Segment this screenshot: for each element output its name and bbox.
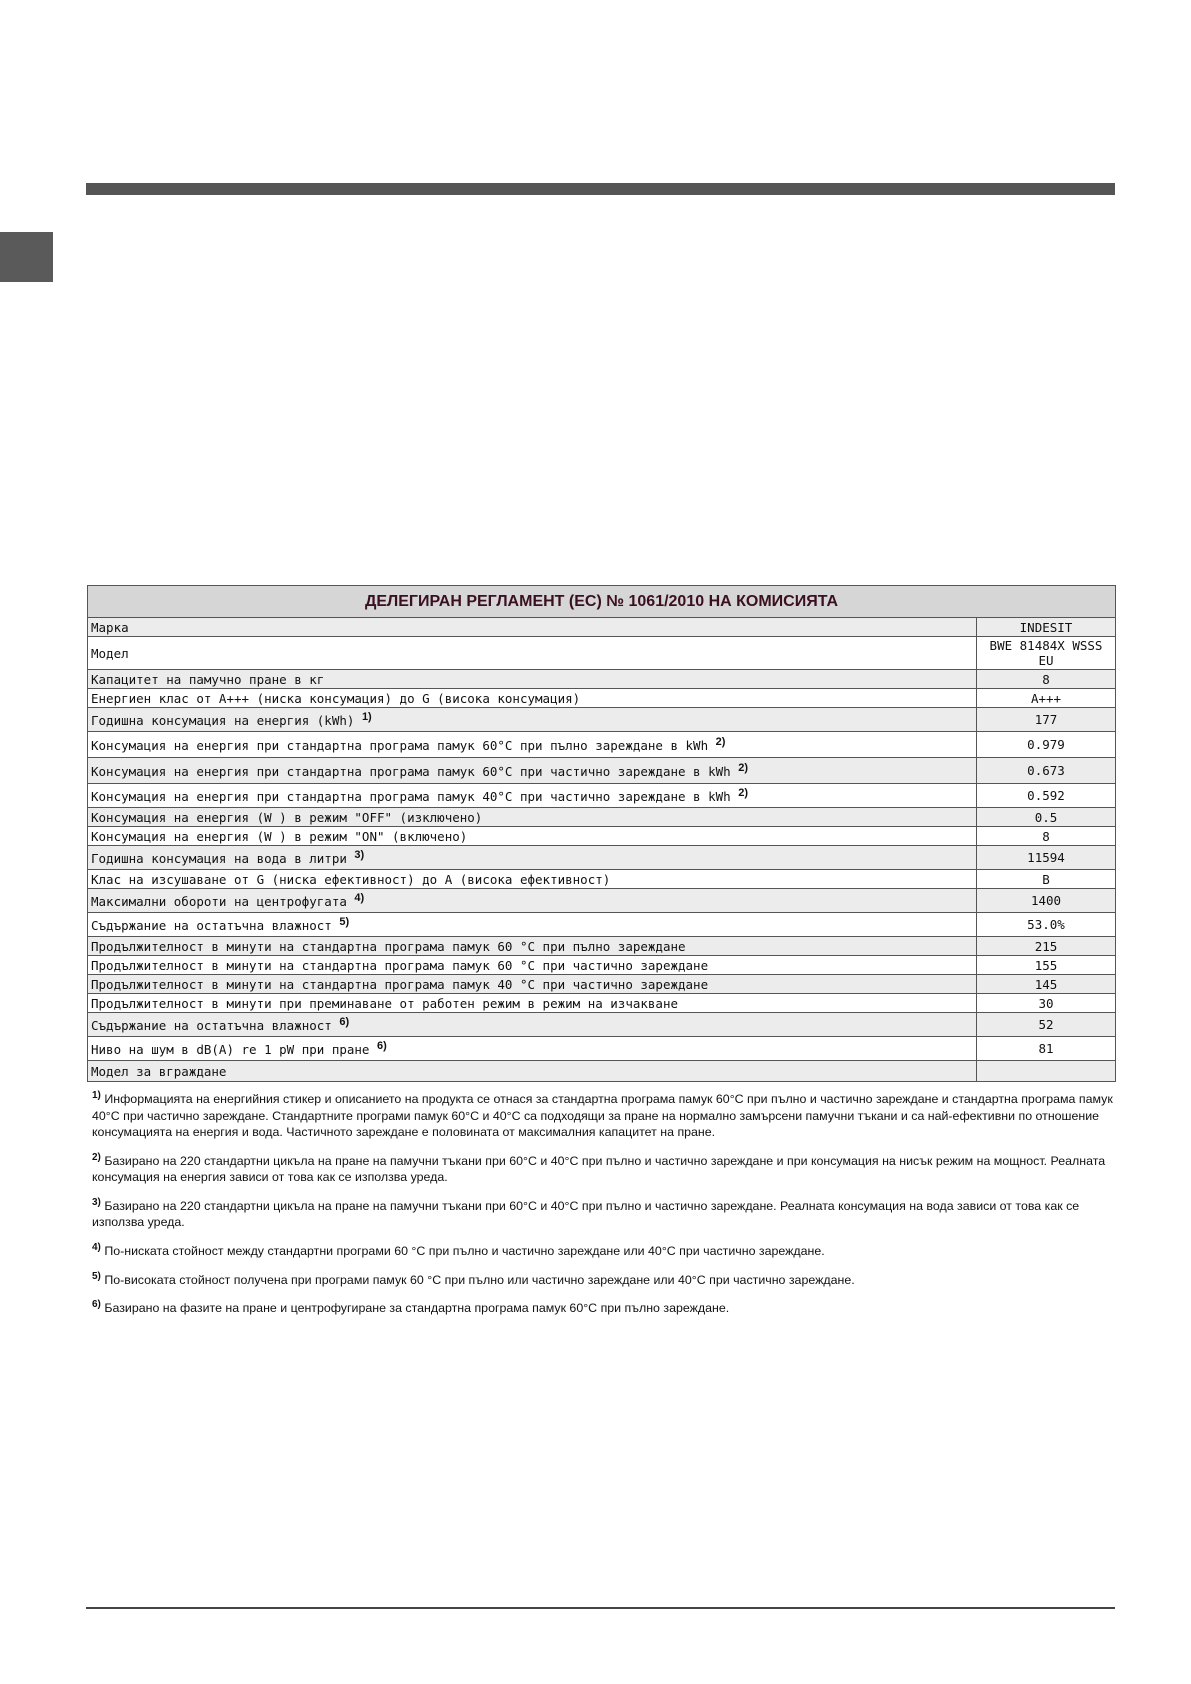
row-label: Марка: [91, 619, 129, 635]
table-row: [88, 637, 1116, 670]
table-row: [88, 618, 1116, 637]
row-value: 0.673: [977, 758, 1116, 784]
footer-rule: [86, 1607, 1115, 1609]
footnote-text: По-ниската стойност между стандартни програми 60 °С при пълно и частично зареждане или 40°С при частично зареждане.: [104, 1244, 825, 1258]
footnotes: [92, 1088, 1114, 1317]
row-value: 52: [977, 1013, 1116, 1037]
footnote-mark: 3): [92, 1196, 101, 1208]
row-label: Консумация на енергия при стандартна програма памук 40°C при частично зареждане в kWh: [91, 789, 731, 805]
row-value: 8: [977, 670, 1116, 689]
section-tab-marker: [0, 232, 53, 282]
row-value: 11594: [977, 846, 1116, 870]
row-value: 0.592: [977, 784, 1116, 808]
row-value: A+++: [977, 689, 1116, 708]
footnote-ref: 2): [738, 787, 748, 800]
row-value: [977, 1061, 1116, 1082]
row-label: Годишна консумация на енергия (kWh): [91, 713, 355, 729]
row-label: Модел за вграждане: [91, 1063, 227, 1079]
row-label: Консумация на енергия при стандартна програма памук 60°C при пълно зареждане в kWh: [91, 738, 709, 754]
footnote-text: Базирано на фазите на пране и центрофугиране за стандартна програма памук 60°С при пълно зареждане.: [104, 1301, 730, 1316]
footnote-ref: 4): [354, 892, 365, 905]
table-row: [88, 808, 1116, 827]
row-value: 177: [977, 708, 1116, 732]
footnote-mark: 1): [92, 1090, 101, 1101]
table-row: [88, 758, 1116, 784]
row-label: Модел: [91, 645, 129, 661]
row-label: Годишна консумация на вода в литри: [91, 851, 347, 867]
footnote-ref: 2): [715, 736, 726, 749]
row-value: 81: [977, 1037, 1116, 1061]
footnote-ref: 1): [361, 711, 372, 724]
row-label: Продължителност в минути на стандартна програма памук 60 °C при частично зареждане: [91, 957, 709, 973]
table-row: [88, 784, 1116, 808]
row-value: B: [977, 870, 1116, 889]
footnote-ref: 5): [339, 916, 350, 929]
table-row: [88, 689, 1116, 708]
footnote-ref: 6): [376, 1040, 387, 1053]
footnote-ref: 2): [738, 762, 748, 775]
row-label: Консумация на енергия (W ) в режим "OFF" (изключено): [91, 809, 483, 825]
table-row: [88, 975, 1116, 994]
table-row: [88, 827, 1116, 846]
row-value: 145: [977, 975, 1116, 994]
table-row: [88, 937, 1116, 956]
footnote-mark: 6): [92, 1299, 101, 1311]
table-row: [88, 670, 1116, 689]
row-value: 53.0%: [977, 913, 1116, 937]
row-label: Максимални обороти на центрофугата: [91, 894, 347, 910]
table-row: [88, 1061, 1116, 1082]
table-title: ДЕЛЕГИРАН РЕГЛАМЕНТ (ЕС) № 1061/2010 НА КОМИСИЯТА: [88, 586, 1116, 618]
row-label: Съдържание на остатъчна влажност: [91, 1018, 332, 1034]
row-label: Ниво на шум в dB(A) re 1 pW при пране: [91, 1042, 370, 1058]
footnote-6: [92, 1297, 1114, 1317]
row-value: 0.979: [977, 732, 1116, 758]
footnote-mark: 4): [92, 1241, 101, 1253]
row-value: INDESIT: [977, 618, 1116, 637]
row-label: Консумация на енергия при стандартна програма памук 60°C при частично зареждане в kWh: [91, 764, 731, 780]
footnote-text: Базирано на 220 стандартни цикъла на пране на памучни тъкани при 60°С и 40°С при пълно и частично зареждане и при консумация на нисък режим на мощност. Реалната консумация на енергия зависи от това как се използва уреда.: [92, 1153, 1106, 1185]
footnote-text: Базирано на 220 стандартни цикъла на пране на памучни тъкани при 60°С и 40°С при пълно и частично зареждане. Реалната консумация на вода зависи от това как се използва уреда.: [92, 1198, 1080, 1230]
row-label: Продължителност в минути на стандартна програма памук 40 °C при частично зареждане: [91, 976, 709, 992]
footnote-text: По-високата стойност получена при програми памук 60 °С при пълно или частично зареждане или 40°С при частично зареждане.: [104, 1272, 855, 1287]
row-label: Съдържание на остатъчна влажност: [91, 918, 332, 934]
footnote-ref: 6): [339, 1016, 350, 1029]
row-label: Енергиен клас от А+++ (ниска консумация) до G (висока консумация): [91, 690, 581, 706]
footnote-1: [92, 1088, 1114, 1141]
row-value: 0.5: [977, 808, 1116, 827]
footnote-mark: 2): [92, 1151, 101, 1163]
footnote-text: Информацията на енергийния стикер и описанието на продукта се отнася за стандартна програма памук 60°С при пълно и частично зареждане и стандартна програма памук 40°С при частично зареждане. Стандартните програми памук 60°С и 40°С са подходящи за пране на нормално замърсени памучни тъкани и са най-ефективни по отношение консумацията на енергия и вода. Частичното зареждане е половината от максималния капацитет на пране.: [92, 1092, 1113, 1140]
footnote-2: [92, 1150, 1114, 1186]
table-row: [88, 889, 1116, 913]
table-row: [88, 870, 1116, 889]
row-label: Консумация на енергия (W ) в режим "ON" (включено): [91, 828, 468, 844]
table-row: [88, 708, 1116, 732]
table-row: [88, 1037, 1116, 1061]
table-row: [88, 994, 1116, 1013]
table-row: [88, 846, 1116, 870]
row-label: Продължителност в минути на стандартна програма памук 60 °C при пълно зареждане: [91, 938, 686, 954]
row-value: BWE 81484X WSSS EU: [977, 637, 1116, 670]
row-value: 30: [977, 994, 1116, 1013]
table-row: [88, 913, 1116, 937]
regulation-table: [87, 585, 1116, 1082]
row-value: 1400: [977, 889, 1116, 913]
table-row: [88, 732, 1116, 758]
table-row: [88, 956, 1116, 975]
footnote-3: [92, 1195, 1114, 1231]
row-label: Продължителност в минути при преминаване от работен режим в режим на изчакване: [91, 995, 678, 1011]
row-label: Клас на изсушаване от G (ниска ефективност) до A (висока ефективност): [91, 871, 611, 887]
table-row: [88, 1013, 1116, 1037]
footnote-5: [92, 1269, 1114, 1289]
row-label: Капацитет на памучно пране в кг: [91, 671, 325, 687]
footnote-mark: 5): [92, 1270, 101, 1282]
footnote-4: [92, 1240, 1114, 1260]
footnote-ref: 3): [354, 849, 365, 862]
row-value: 215: [977, 937, 1116, 956]
row-value: 8: [977, 827, 1116, 846]
header-rule: [86, 183, 1115, 195]
row-value: 155: [977, 956, 1116, 975]
